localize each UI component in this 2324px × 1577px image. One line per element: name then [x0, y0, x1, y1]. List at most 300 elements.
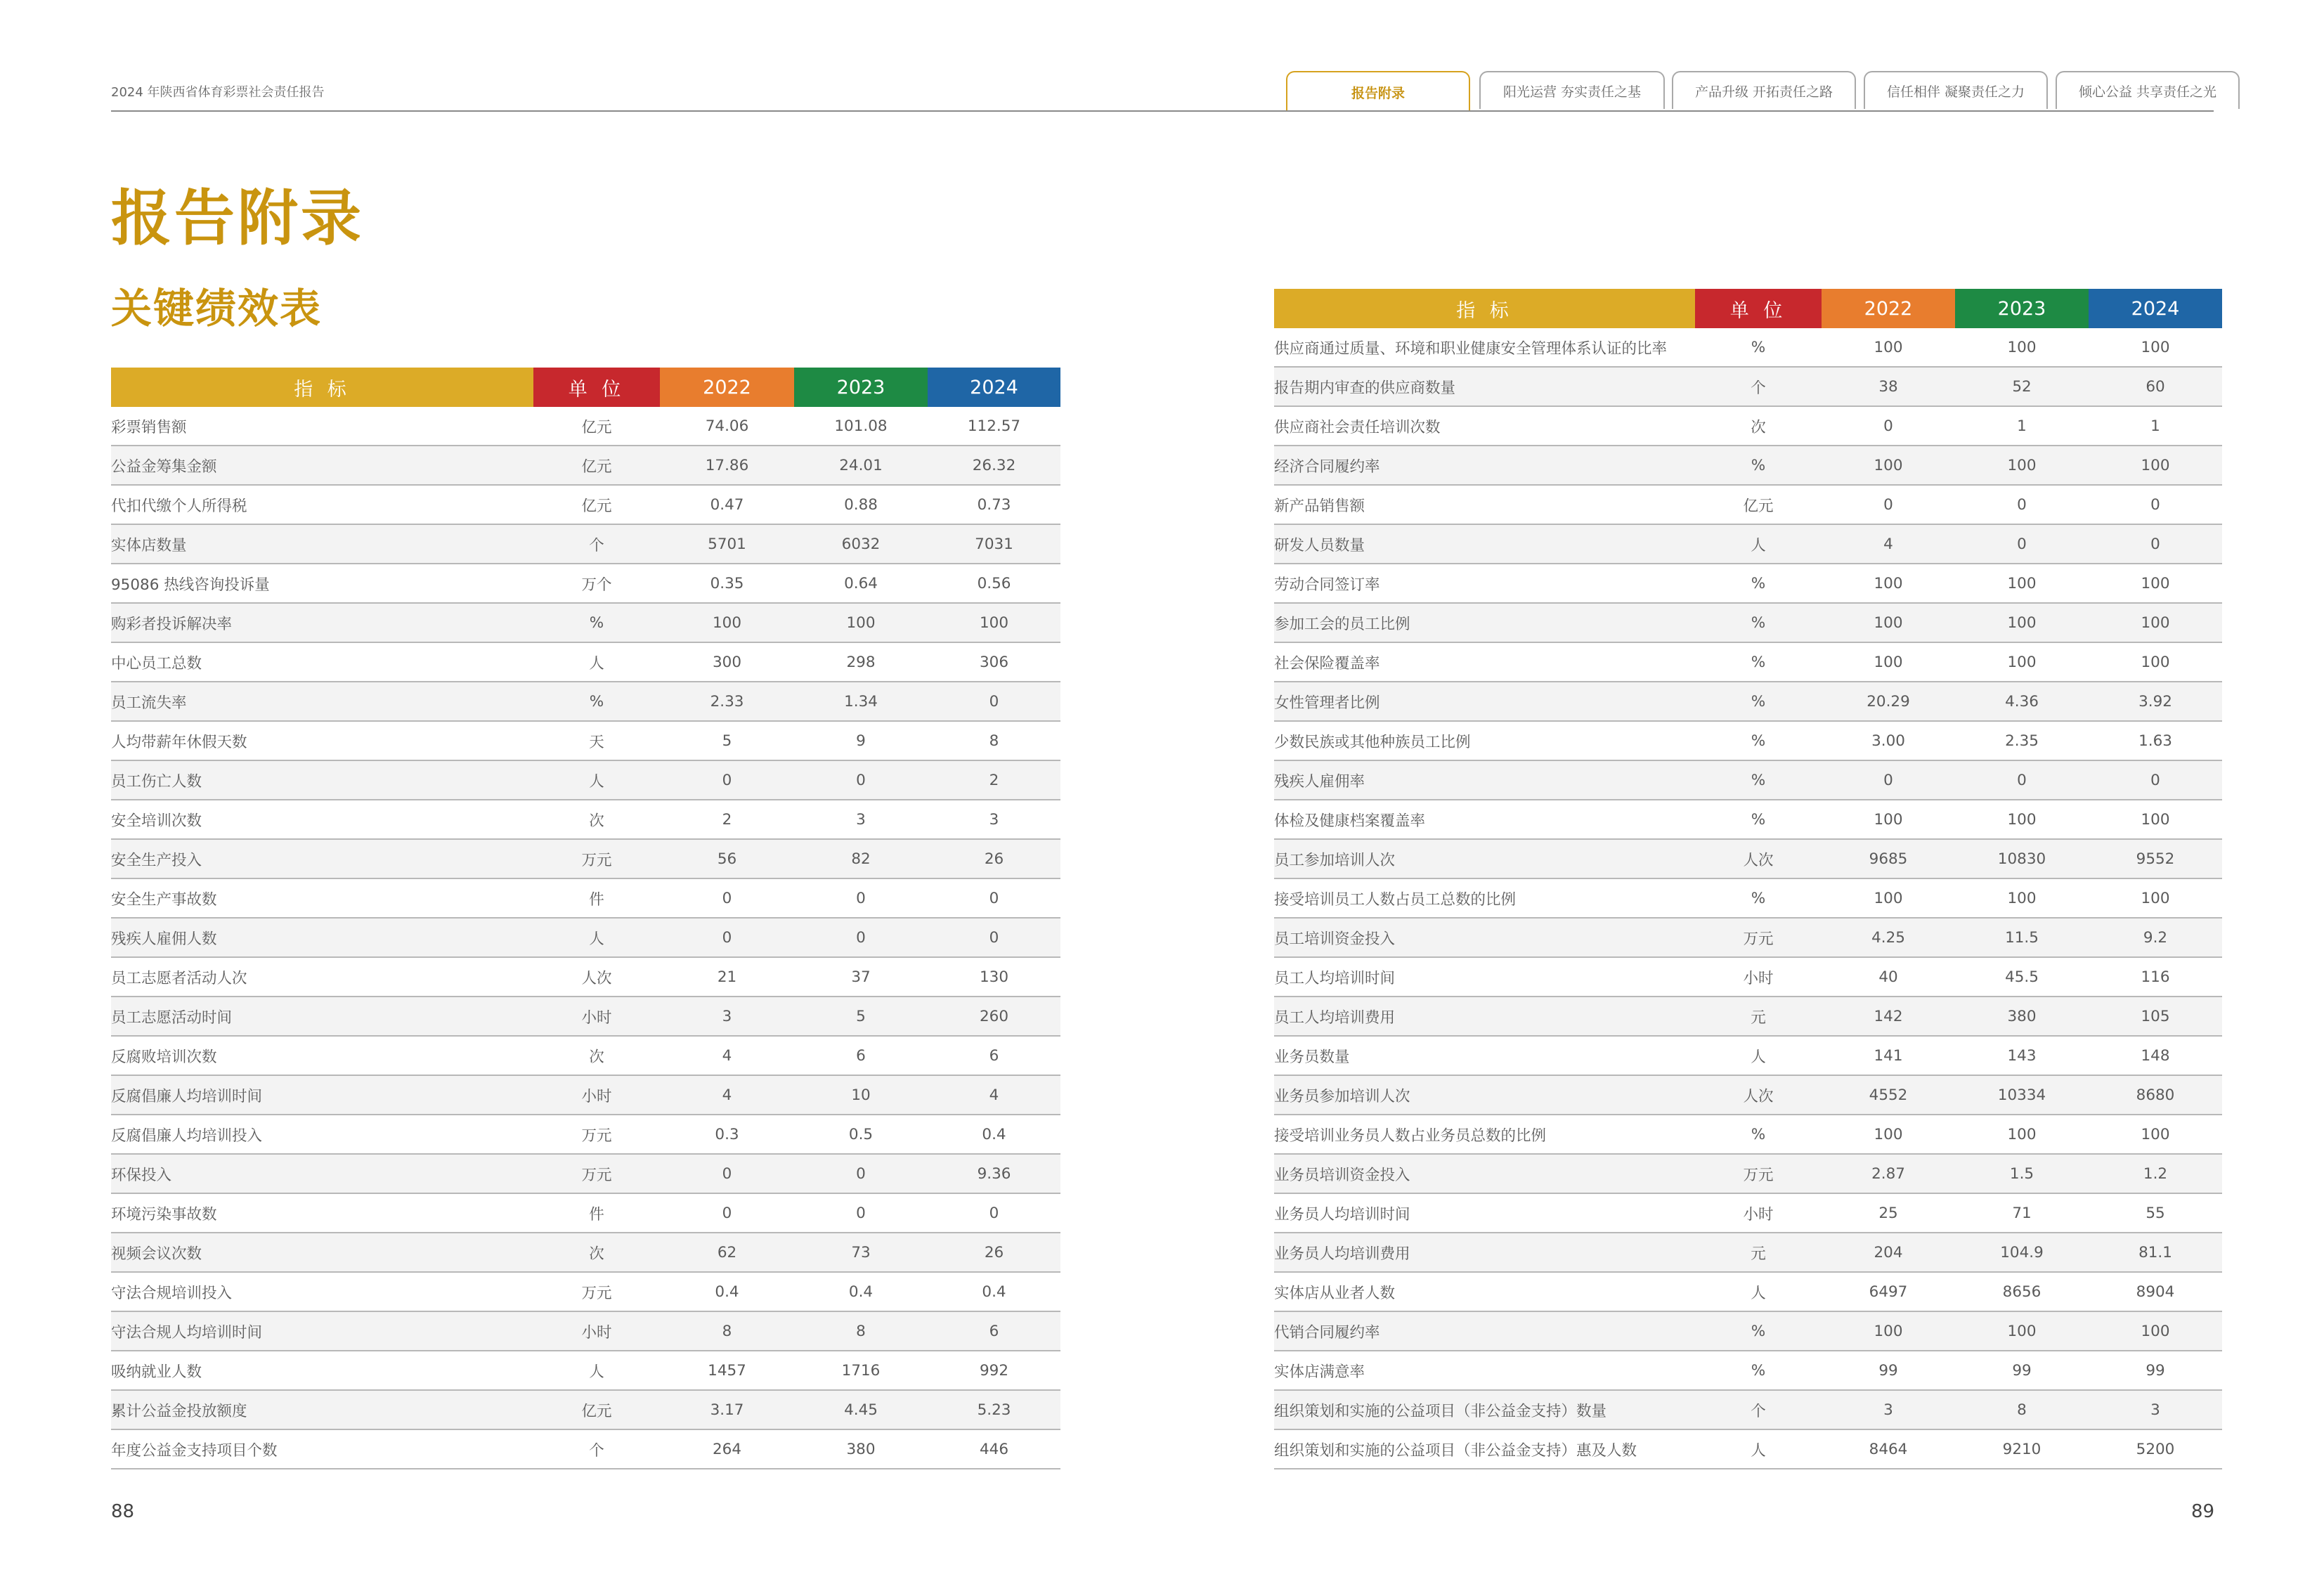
table-row [1274, 406, 2222, 446]
table-row [111, 446, 1060, 485]
unit-cell: % [1695, 800, 1822, 839]
value-2022-cell: 0.3 [660, 1115, 794, 1154]
unit-cell: 万元 [533, 1115, 660, 1154]
value-2023-cell: 4.36 [1955, 682, 2089, 721]
unit-cell: 亿元 [533, 446, 660, 485]
value-2023-cell: 9210 [1955, 1429, 2089, 1469]
value-2023-cell: 10334 [1955, 1075, 2089, 1115]
table-row [1274, 997, 2222, 1036]
unit-cell: 人次 [1695, 839, 1822, 878]
value-2023-cell: 380 [1955, 997, 2089, 1036]
value-2022-cell: 5 [660, 721, 794, 760]
table-row [111, 1115, 1060, 1154]
unit-cell: 次 [1695, 406, 1822, 446]
unit-cell: 次 [533, 1036, 660, 1075]
table-row [111, 721, 1060, 760]
value-2024-cell: 0 [2089, 524, 2222, 564]
table-row [111, 524, 1060, 564]
value-2023-cell: 1.34 [794, 682, 928, 721]
indicator-cell: 实体店数量 [111, 524, 533, 564]
value-2024-cell: 100 [2089, 642, 2222, 682]
value-2022-cell: 4 [1822, 524, 1955, 564]
unit-cell: 万元 [533, 1154, 660, 1193]
indicator-cell: 累计公益金投放额度 [111, 1390, 533, 1429]
value-2024-cell: 0 [928, 878, 1060, 918]
unit-cell: 个 [533, 524, 660, 564]
value-2022-cell: 3 [1822, 1390, 1955, 1429]
value-2023-cell: 1.5 [1955, 1154, 2089, 1193]
indicator-cell: 女性管理者比例 [1274, 682, 1695, 721]
table-row [1274, 328, 2222, 367]
indicator-cell: 组织策划和实施的公益项目（非公益金支持）惠及人数 [1274, 1429, 1695, 1469]
value-2023-cell: 73 [794, 1233, 928, 1272]
value-2023-cell: 0 [794, 878, 928, 918]
header-indicator: 指 标 [1274, 289, 1695, 328]
kpi-table-right [1274, 289, 2222, 1469]
unit-cell: % [1695, 682, 1822, 721]
value-2022-cell: 25 [1822, 1193, 1955, 1233]
value-2022-cell: 21 [660, 957, 794, 997]
value-2022-cell: 0 [1822, 485, 1955, 524]
table-row [1274, 1390, 2222, 1429]
unit-cell: 万元 [1695, 1154, 1822, 1193]
value-2023-cell: 100 [1955, 446, 2089, 485]
value-2022-cell: 100 [1822, 1311, 1955, 1351]
value-2023-cell: 143 [1955, 1036, 2089, 1075]
table-row [1274, 603, 2222, 642]
indicator-cell: 业务员人均培训费用 [1274, 1233, 1695, 1272]
value-2023-cell: 99 [1955, 1351, 2089, 1390]
value-2023-cell: 6 [794, 1036, 928, 1075]
indicator-cell: 员工伤亡人数 [111, 760, 533, 800]
value-2024-cell: 2 [928, 760, 1060, 800]
unit-cell: 人 [533, 918, 660, 957]
table-row [111, 957, 1060, 997]
indicator-cell: 员工参加培训人次 [1274, 839, 1695, 878]
value-2024-cell: 100 [2089, 564, 2222, 603]
indicator-cell: 安全生产事故数 [111, 878, 533, 918]
value-2022-cell: 99 [1822, 1351, 1955, 1390]
value-2024-cell: 3 [928, 800, 1060, 839]
indicator-cell: 少数民族或其他种族员工比例 [1274, 721, 1695, 760]
table-row [111, 485, 1060, 524]
unit-cell: 万个 [533, 564, 660, 603]
value-2024-cell: 0.4 [928, 1115, 1060, 1154]
unit-cell: 万元 [533, 1272, 660, 1311]
indicator-cell: 代扣代缴个人所得税 [111, 485, 533, 524]
value-2024-cell: 446 [928, 1429, 1060, 1469]
table-row [1274, 485, 2222, 524]
indicator-cell: 反腐败培训次数 [111, 1036, 533, 1075]
value-2022-cell: 4.25 [1822, 918, 1955, 957]
value-2023-cell: 0.64 [794, 564, 928, 603]
indicator-cell: 新产品销售额 [1274, 485, 1695, 524]
unit-cell: % [1695, 1115, 1822, 1154]
value-2023-cell: 8656 [1955, 1272, 2089, 1311]
table-row [111, 1036, 1060, 1075]
value-2022-cell: 2.33 [660, 682, 794, 721]
table-row [1274, 524, 2222, 564]
value-2023-cell: 8 [1955, 1390, 2089, 1429]
value-2024-cell: 5200 [2089, 1429, 2222, 1469]
value-2022-cell: 74.06 [660, 407, 794, 446]
value-2024-cell: 100 [2089, 1311, 2222, 1351]
value-2024-cell: 306 [928, 642, 1060, 682]
unit-cell: 亿元 [533, 407, 660, 446]
indicator-cell: 经济合同履约率 [1274, 446, 1695, 485]
indicator-cell: 安全培训次数 [111, 800, 533, 839]
indicator-cell: 接受培训业务员人数占业务员总数的比例 [1274, 1115, 1695, 1154]
table-row [1274, 800, 2222, 839]
value-2022-cell: 100 [1822, 642, 1955, 682]
value-2023-cell: 100 [1955, 878, 2089, 918]
value-2022-cell: 300 [660, 642, 794, 682]
value-2022-cell: 0 [660, 760, 794, 800]
table-row [1274, 1075, 2222, 1115]
report-title: 2024 年陕西省体育彩票社会责任报告 [111, 85, 325, 100]
value-2022-cell: 20.29 [1822, 682, 1955, 721]
value-2022-cell: 264 [660, 1429, 794, 1469]
unit-cell: 件 [533, 878, 660, 918]
table-row [111, 760, 1060, 800]
table-row [111, 1272, 1060, 1311]
unit-cell: % [1695, 446, 1822, 485]
tab-appendix[interactable]: 报告附录 [1286, 71, 1470, 112]
unit-cell: % [1695, 760, 1822, 800]
value-2023-cell: 101.08 [794, 407, 928, 446]
value-2024-cell: 3 [2089, 1390, 2222, 1429]
value-2022-cell: 100 [1822, 603, 1955, 642]
indicator-cell: 员工志愿者活动人次 [111, 957, 533, 997]
value-2022-cell: 40 [1822, 957, 1955, 997]
value-2022-cell: 2.87 [1822, 1154, 1955, 1193]
value-2024-cell: 1.63 [2089, 721, 2222, 760]
table-row [1274, 878, 2222, 918]
indicator-cell: 反腐倡廉人均培训投入 [111, 1115, 533, 1154]
value-2022-cell: 100 [660, 603, 794, 642]
table-row [111, 800, 1060, 839]
value-2023-cell: 82 [794, 839, 928, 878]
value-2023-cell: 5 [794, 997, 928, 1036]
table-row [1274, 1193, 2222, 1233]
value-2024-cell: 100 [2089, 1115, 2222, 1154]
indicator-cell: 彩票销售额 [111, 407, 533, 446]
value-2024-cell: 0.73 [928, 485, 1060, 524]
indicator-cell: 业务员培训资金投入 [1274, 1154, 1695, 1193]
tab-trust[interactable]: 信任相伴 凝聚责任之力 [1864, 71, 2048, 109]
table-row [1274, 564, 2222, 603]
value-2024-cell: 0.4 [928, 1272, 1060, 1311]
indicator-cell: 研发人员数量 [1274, 524, 1695, 564]
value-2024-cell: 81.1 [2089, 1233, 2222, 1272]
value-2024-cell: 0 [928, 918, 1060, 957]
table-row [1274, 1429, 2222, 1469]
value-2022-cell: 3 [660, 997, 794, 1036]
table-row [111, 1390, 1060, 1429]
indicator-cell: 公益金筹集金额 [111, 446, 533, 485]
unit-cell: 人 [533, 1351, 660, 1390]
unit-cell: % [533, 603, 660, 642]
value-2024-cell: 0 [928, 1193, 1060, 1233]
value-2022-cell: 8464 [1822, 1429, 1955, 1469]
value-2024-cell: 260 [928, 997, 1060, 1036]
value-2022-cell: 0.47 [660, 485, 794, 524]
header-unit: 单 位 [533, 368, 660, 407]
table-row [1274, 1311, 2222, 1351]
indicator-cell: 员工人均培训费用 [1274, 997, 1695, 1036]
value-2023-cell: 52 [1955, 367, 2089, 406]
value-2023-cell: 10 [794, 1075, 928, 1115]
value-2023-cell: 2.35 [1955, 721, 2089, 760]
value-2024-cell: 7031 [928, 524, 1060, 564]
indicator-cell: 环保投入 [111, 1154, 533, 1193]
value-2023-cell: 0 [794, 918, 928, 957]
value-2024-cell: 8 [928, 721, 1060, 760]
indicator-cell: 吸纳就业人数 [111, 1351, 533, 1390]
value-2022-cell: 17.86 [660, 446, 794, 485]
table-row [111, 603, 1060, 642]
indicator-cell: 人均带薪年休假天数 [111, 721, 533, 760]
header-indicator: 指 标 [111, 368, 533, 407]
unit-cell: % [1695, 564, 1822, 603]
value-2023-cell: 11.5 [1955, 918, 2089, 957]
unit-cell: 件 [533, 1193, 660, 1233]
unit-cell: 小时 [533, 997, 660, 1036]
value-2024-cell: 100 [2089, 603, 2222, 642]
unit-cell: % [1695, 878, 1822, 918]
value-2024-cell: 5.23 [928, 1390, 1060, 1429]
unit-cell: 次 [533, 1233, 660, 1272]
table-row [111, 839, 1060, 878]
tab-sunshine-operation[interactable]: 阳光运营 夯实责任之基 [1479, 71, 1665, 109]
value-2023-cell: 0 [1955, 524, 2089, 564]
table-row [111, 1351, 1060, 1390]
value-2022-cell: 6497 [1822, 1272, 1955, 1311]
value-2024-cell: 6 [928, 1311, 1060, 1351]
value-2023-cell: 6032 [794, 524, 928, 564]
unit-cell: % [1695, 721, 1822, 760]
unit-cell: 元 [1695, 1233, 1822, 1272]
header-divider [111, 110, 2214, 112]
value-2024-cell: 4 [928, 1075, 1060, 1115]
indicator-cell: 业务员参加培训人次 [1274, 1075, 1695, 1115]
kpi-table-left [111, 368, 1060, 1469]
value-2022-cell: 0 [1822, 760, 1955, 800]
unit-cell: 人 [1695, 1429, 1822, 1469]
value-2024-cell: 99 [2089, 1351, 2222, 1390]
indicator-cell: 95086 热线咨询投诉量 [111, 564, 533, 603]
value-2022-cell: 38 [1822, 367, 1955, 406]
unit-cell: 小时 [1695, 957, 1822, 997]
value-2022-cell: 9685 [1822, 839, 1955, 878]
value-2023-cell: 100 [1955, 1311, 2089, 1351]
value-2024-cell: 0 [2089, 485, 2222, 524]
value-2024-cell: 0.56 [928, 564, 1060, 603]
unit-cell: 人次 [1695, 1075, 1822, 1115]
value-2022-cell: 2 [660, 800, 794, 839]
unit-cell: 人 [1695, 1036, 1822, 1075]
value-2024-cell: 105 [2089, 997, 2222, 1036]
value-2023-cell: 4.45 [794, 1390, 928, 1429]
page-number-right: 89 [2191, 1501, 2215, 1522]
value-2023-cell: 71 [1955, 1193, 2089, 1233]
value-2022-cell: 100 [1822, 446, 1955, 485]
value-2024-cell: 992 [928, 1351, 1060, 1390]
unit-cell: 人 [1695, 524, 1822, 564]
table-row [111, 997, 1060, 1036]
indicator-cell: 反腐倡廉人均培训时间 [111, 1075, 533, 1115]
table-row [111, 1429, 1060, 1469]
unit-cell: % [1695, 1311, 1822, 1351]
indicator-cell: 接受培训员工人数占员工总数的比例 [1274, 878, 1695, 918]
indicator-cell: 供应商通过质量、环境和职业健康安全管理体系认证的比率 [1274, 328, 1695, 367]
unit-cell: % [1695, 328, 1822, 367]
table-row [1274, 367, 2222, 406]
value-2022-cell: 4552 [1822, 1075, 1955, 1115]
value-2024-cell: 1 [2089, 406, 2222, 446]
value-2023-cell: 100 [1955, 603, 2089, 642]
value-2023-cell: 0 [794, 1193, 928, 1233]
unit-cell: % [1695, 603, 1822, 642]
tab-product-upgrade[interactable]: 产品升级 开拓责任之路 [1672, 71, 1856, 109]
value-2024-cell: 8680 [2089, 1075, 2222, 1115]
value-2022-cell: 100 [1822, 564, 1955, 603]
value-2022-cell: 100 [1822, 878, 1955, 918]
value-2024-cell: 100 [2089, 878, 2222, 918]
value-2022-cell: 4 [660, 1075, 794, 1115]
table-row [1274, 1351, 2222, 1390]
indicator-cell: 中心员工总数 [111, 642, 533, 682]
indicator-cell: 体检及健康档案覆盖率 [1274, 800, 1695, 839]
unit-cell: 次 [533, 800, 660, 839]
value-2024-cell: 26 [928, 1233, 1060, 1272]
indicator-cell: 残疾人雇佣率 [1274, 760, 1695, 800]
value-2024-cell: 130 [928, 957, 1060, 997]
unit-cell: 个 [533, 1429, 660, 1469]
unit-cell: 小时 [1695, 1193, 1822, 1233]
value-2023-cell: 100 [1955, 1115, 2089, 1154]
value-2023-cell: 380 [794, 1429, 928, 1469]
unit-cell: 小时 [533, 1311, 660, 1351]
value-2024-cell: 0 [2089, 760, 2222, 800]
value-2022-cell: 0 [1822, 406, 1955, 446]
indicator-cell: 年度公益金支持项目个数 [111, 1429, 533, 1469]
indicator-cell: 环境污染事故数 [111, 1193, 533, 1233]
unit-cell: 万元 [533, 839, 660, 878]
value-2022-cell: 3.17 [660, 1390, 794, 1429]
value-2024-cell: 60 [2089, 367, 2222, 406]
value-2024-cell: 26.32 [928, 446, 1060, 485]
indicator-cell: 社会保险覆盖率 [1274, 642, 1695, 682]
table-row [1274, 918, 2222, 957]
unit-cell: 天 [533, 721, 660, 760]
unit-cell: % [1695, 642, 1822, 682]
value-2023-cell: 298 [794, 642, 928, 682]
value-2023-cell: 100 [794, 603, 928, 642]
indicator-cell: 残疾人雇佣人数 [111, 918, 533, 957]
table-row [1274, 642, 2222, 682]
value-2024-cell: 3.92 [2089, 682, 2222, 721]
value-2024-cell: 1.2 [2089, 1154, 2222, 1193]
table-row [1274, 1115, 2222, 1154]
indicator-cell: 购彩者投诉解决率 [111, 603, 533, 642]
header-2022: 2022 [1822, 289, 1955, 328]
header-2024: 2024 [928, 368, 1060, 407]
unit-cell: % [1695, 1351, 1822, 1390]
value-2023-cell: 100 [1955, 800, 2089, 839]
unit-cell: 万元 [1695, 918, 1822, 957]
header-2023: 2023 [1955, 289, 2089, 328]
table-row [111, 1154, 1060, 1193]
indicator-cell: 报告期内审查的供应商数量 [1274, 367, 1695, 406]
value-2024-cell: 0 [928, 682, 1060, 721]
unit-cell: 亿元 [1695, 485, 1822, 524]
value-2024-cell: 100 [928, 603, 1060, 642]
indicator-cell: 业务员人均培训时间 [1274, 1193, 1695, 1233]
value-2023-cell: 10830 [1955, 839, 2089, 878]
value-2023-cell: 45.5 [1955, 957, 2089, 997]
value-2023-cell: 0 [1955, 760, 2089, 800]
unit-cell: 个 [1695, 1390, 1822, 1429]
table-row [111, 564, 1060, 603]
value-2023-cell: 0 [794, 760, 928, 800]
indicator-cell: 员工志愿活动时间 [111, 997, 533, 1036]
value-2023-cell: 0 [794, 1154, 928, 1193]
value-2023-cell: 0.5 [794, 1115, 928, 1154]
table-row [1274, 839, 2222, 878]
value-2023-cell: 100 [1955, 564, 2089, 603]
value-2023-cell: 0.4 [794, 1272, 928, 1311]
value-2024-cell: 8904 [2089, 1272, 2222, 1311]
value-2022-cell: 0 [660, 878, 794, 918]
value-2023-cell: 1 [1955, 406, 2089, 446]
value-2024-cell: 100 [2089, 328, 2222, 367]
value-2022-cell: 204 [1822, 1233, 1955, 1272]
value-2024-cell: 116 [2089, 957, 2222, 997]
indicator-cell: 视频会议次数 [111, 1233, 533, 1272]
table-row [111, 1075, 1060, 1115]
indicator-cell: 实体店满意率 [1274, 1351, 1695, 1390]
indicator-cell: 员工培训资金投入 [1274, 918, 1695, 957]
header-2022: 2022 [660, 368, 794, 407]
value-2022-cell: 141 [1822, 1036, 1955, 1075]
value-2023-cell: 0 [1955, 485, 2089, 524]
value-2022-cell: 0.35 [660, 564, 794, 603]
unit-cell: 小时 [533, 1075, 660, 1115]
section-heading: 关键绩效表 [111, 285, 323, 332]
indicator-cell: 业务员数量 [1274, 1036, 1695, 1075]
value-2022-cell: 0 [660, 1193, 794, 1233]
table-row [111, 878, 1060, 918]
unit-cell: 人 [1695, 1272, 1822, 1311]
unit-cell: 亿元 [533, 1390, 660, 1429]
table-row [1274, 721, 2222, 760]
table-row [1274, 1272, 2222, 1311]
indicator-cell: 实体店从业者人数 [1274, 1272, 1695, 1311]
indicator-cell: 员工流失率 [111, 682, 533, 721]
value-2022-cell: 5701 [660, 524, 794, 564]
unit-cell: % [533, 682, 660, 721]
tab-public-welfare[interactable]: 倾心公益 共享责任之光 [2056, 71, 2240, 109]
value-2022-cell: 3.00 [1822, 721, 1955, 760]
value-2023-cell: 0.88 [794, 485, 928, 524]
value-2022-cell: 142 [1822, 997, 1955, 1036]
value-2022-cell: 100 [1822, 800, 1955, 839]
indicator-cell: 守法合规培训投入 [111, 1272, 533, 1311]
value-2024-cell: 6 [928, 1036, 1060, 1075]
indicator-cell: 组织策划和实施的公益项目（非公益金支持）数量 [1274, 1390, 1695, 1429]
unit-cell: 人 [533, 760, 660, 800]
